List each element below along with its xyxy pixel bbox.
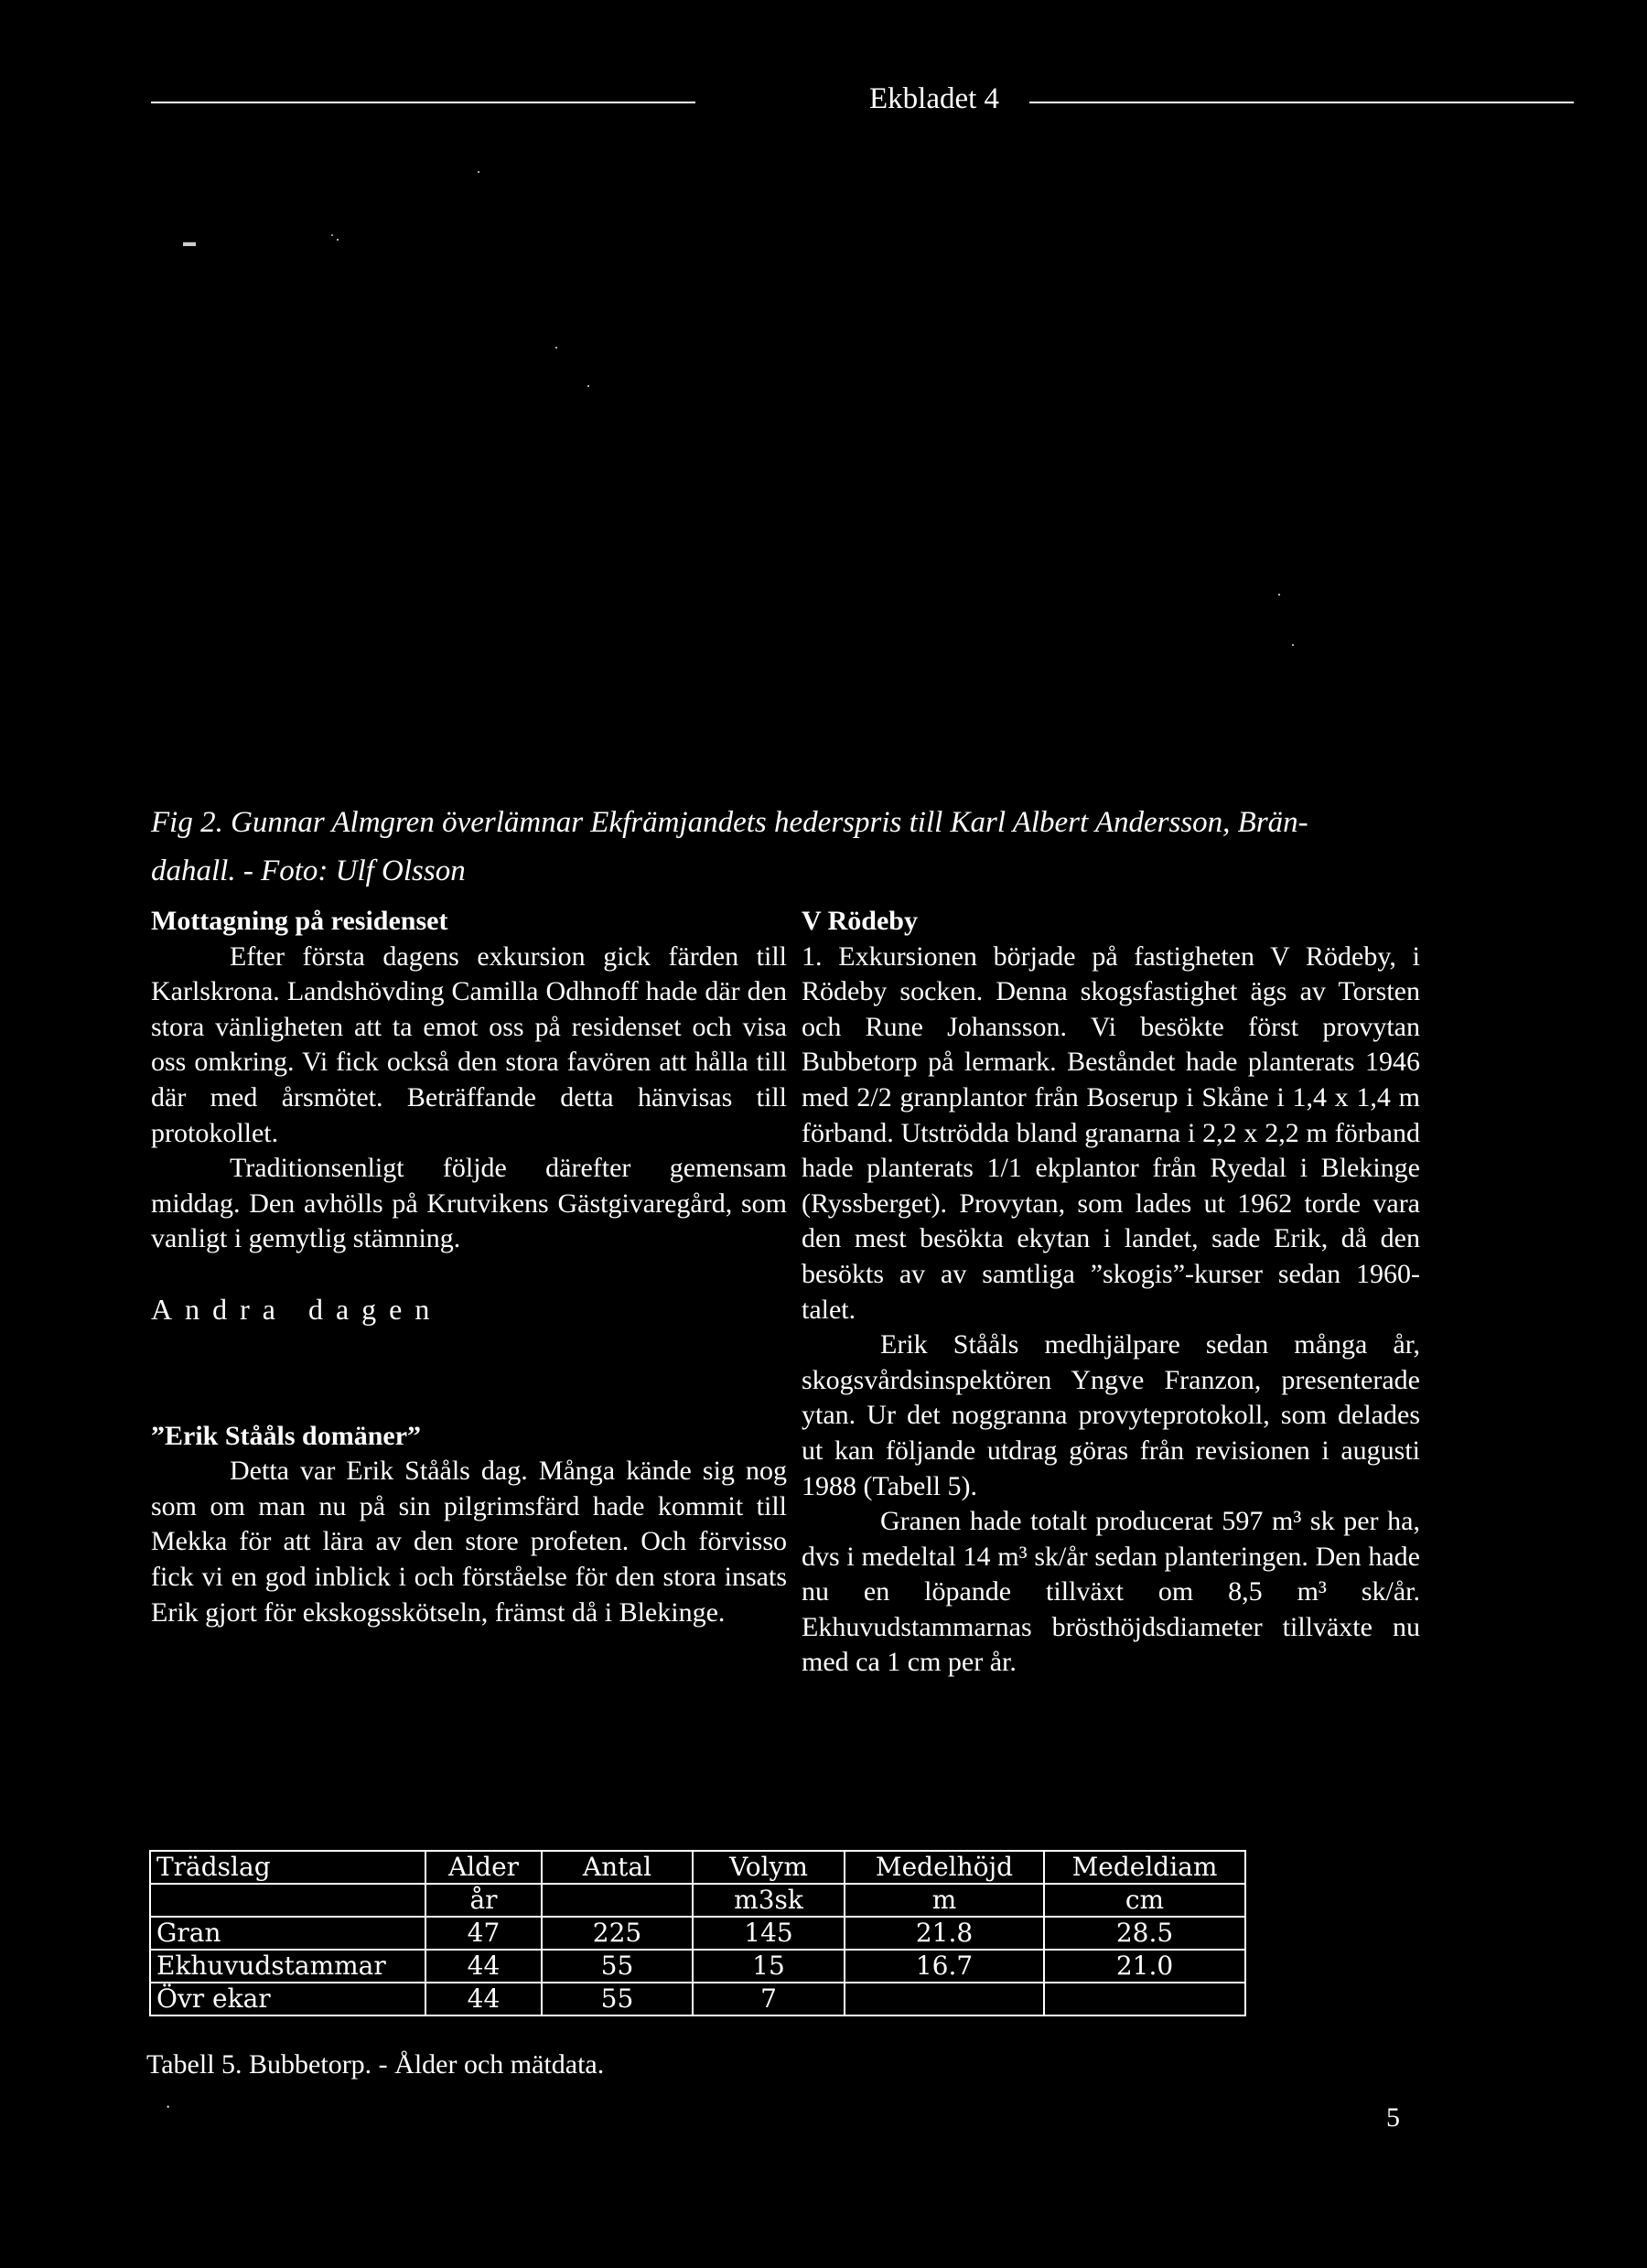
table-header: Trädslag — [150, 1851, 425, 1884]
table-row — [150, 1983, 1245, 2015]
running-head — [151, 81, 1427, 117]
table-unit — [542, 1884, 693, 1917]
table-cell: 7 — [693, 1983, 845, 2015]
table-unit: år — [425, 1884, 542, 1917]
page-number: 5 — [1386, 2102, 1400, 2133]
paragraph-erik-staal-day: Detta var Erik Stååls dag. Många kände sig nog som om man nu på sin pilgrimsfärd hade kommit till Mekka för att lära av den store profeten. Och förvisso fick vi en god inblick i och förståelse för den stora insats Erik gjort för ekskogsskötseln, främst då i Blekinge. — [151, 1456, 787, 1628]
photo-speck: · — [476, 163, 481, 181]
left-column — [151, 904, 787, 1630]
table-cell — [845, 1983, 1044, 2015]
paragraph-reception: Efter första dagens exkursion gick färden till Karlskrona. Landshövding Camilla Odhnoff hade där den stora vänligheten att ta emot oss på residenset och visa oss omkring. Vi fick också den stora favören att hålla till där med årsmötet. Beträffande detta hänvisas till protokollet. — [151, 941, 787, 1148]
figure-caption — [151, 799, 1414, 896]
table-cell: 15 — [693, 1950, 845, 1983]
table-cell: 21.8 — [845, 1917, 1044, 1950]
scan-speck: · — [165, 2095, 172, 2118]
table-cell: 16.7 — [845, 1950, 1044, 1983]
right-column — [802, 904, 1420, 1681]
photo-speck: · — [586, 377, 591, 395]
table-cell: 55 — [542, 1950, 693, 1983]
paragraph-presenter: Erik Stååls medhjälpare sedan många år, skogsvårdsinspektören Yngve Franzon, presenterade ytan. Ur det noggranna provyteprotokoll, som delades ut kan följande utdrag göras från revisionen i augusti 1988 (Tabell 5). — [802, 1329, 1420, 1501]
table-unit: cm — [1044, 1884, 1245, 1917]
table-header: Volym — [693, 1851, 845, 1884]
photo-speck: · — [1290, 636, 1296, 654]
running-head-rule-right — [1029, 102, 1574, 103]
table-header: Medelhöjd — [845, 1851, 1044, 1884]
table-cell: 44 — [425, 1950, 542, 1983]
table-unit: m — [845, 1884, 1044, 1917]
measurement-table — [149, 1850, 1246, 2016]
table-cell: Övr ekar — [150, 1983, 425, 2015]
section-heading-domains: ”Erik Stååls domäner” — [151, 1420, 422, 1451]
table-header: Antal — [542, 1851, 693, 1884]
table-cell: 44 — [425, 1983, 542, 2015]
running-head-title: Ekbladet 4 — [869, 82, 1000, 115]
table-cell — [1044, 1983, 1245, 2015]
table-cell: 21.0 — [1044, 1950, 1245, 1983]
table-cell: 28.5 — [1044, 1917, 1245, 1950]
photo-speck: · — [554, 339, 559, 357]
photo-speck: · — [1276, 586, 1282, 604]
table-unit: m3sk — [693, 1884, 845, 1917]
photograph — [0, 128, 1647, 787]
paragraph-excursion: 1. Exkursionen började på fastigheten V Rödeby, i Rödeby socken. Denna skogsfastighet ägs av Torsten och Rune Johansson. Vi besökte först provytan Bubbetorp på lermark. Beståndet hade planterats 1946 med 2/2 granplantor från Boserup i Skåne i 1,4 x 1,4 m förband. Utströdda bland granarna i 2,2 x 2,2 m förband hade planterats 1/1 ekplantor från Ryedal i Blekinge (Ryssberget). Provytan, som lades ut 1962 torde vara den mest besökta ekytan i landet, sade Erik, då den besökts av av samtliga ”skogis”-kurser sedan 1960-talet. — [802, 941, 1420, 1325]
section-heading-rodeby: V Rödeby — [802, 906, 918, 936]
table-unit — [150, 1884, 425, 1917]
table-header: Alder — [425, 1851, 542, 1884]
table-cell: Ekhuvudstammar — [150, 1950, 425, 1983]
section-heading-residence: Mottagning på residenset — [151, 906, 448, 936]
table-caption: Tabell 5. Bubbetorp. - Ålder och mätdata. — [146, 2049, 605, 2080]
table-row — [150, 1950, 1245, 1983]
paragraph-spruce-production: Granen hade totalt producerat 597 m³ sk per ha, dvs i medeltal 14 m³ sk/år sedan planteringen. Den hade nu en löpande tillväxt om 8,5 m³ sk/år. Ekhuvudstammarnas brösthöjdsdiameter tillväxte nu med ca 1 cm per år. — [802, 1506, 1420, 1678]
table-header-row — [150, 1851, 1245, 1884]
table-cell: Gran — [150, 1917, 425, 1950]
table-units-row — [150, 1884, 1245, 1917]
paragraph-dinner: Traditionsenligt följde därefter gemensam middag. Den avhölls på Krutvikens Gästgivaregård, som vanligt i gemytlig stämning. — [151, 1153, 787, 1254]
figure-caption-line1: Fig 2. Gunnar Almgren överlämnar Ekfrämjandets hederspris till Karl Albert Andersson, Brän- — [151, 806, 1308, 839]
table-cell: 47 — [425, 1917, 542, 1950]
photo-speck: ▬ — [183, 236, 196, 250]
table-cell: 55 — [542, 1983, 693, 2015]
table-row — [150, 1917, 1245, 1950]
running-head-rule-left — [151, 102, 695, 103]
table-cell: 145 — [693, 1917, 845, 1950]
table-cell: 225 — [542, 1917, 693, 1950]
section-heading-second-day: Andra dagen — [151, 1292, 443, 1326]
table-header: Medeldiam — [1044, 1851, 1245, 1884]
figure-caption-line2: dahall. - Foto: Ulf Olsson — [151, 855, 466, 887]
photo-speck: ˙· — [329, 231, 340, 249]
